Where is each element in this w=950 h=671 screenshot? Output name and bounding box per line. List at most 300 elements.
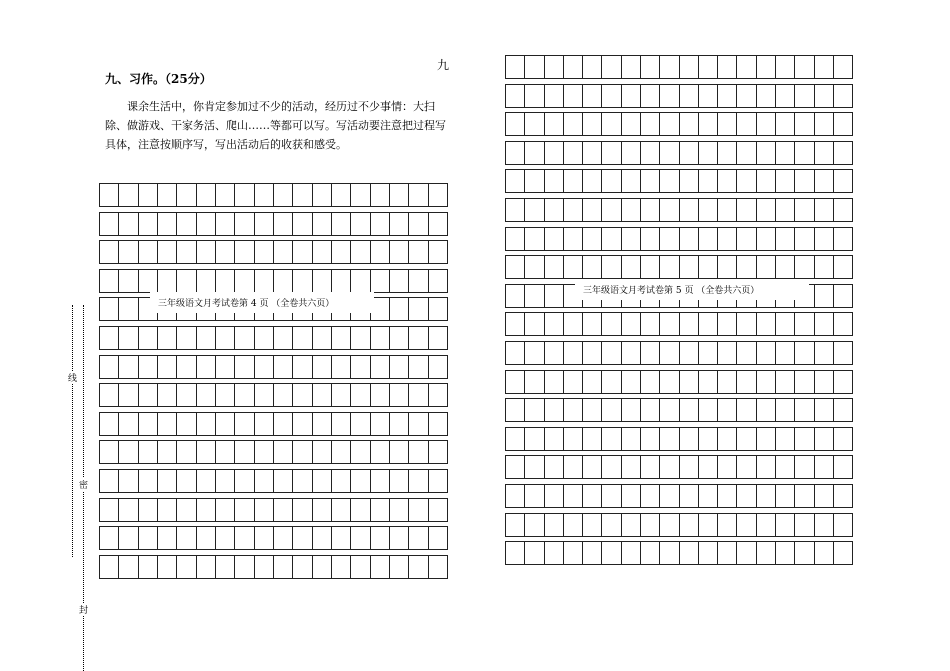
grid-cell xyxy=(602,342,621,364)
grid-cell xyxy=(641,56,660,78)
grid-cell xyxy=(680,371,699,393)
grid-cell xyxy=(332,270,351,292)
page-corner-char: 九 xyxy=(437,58,450,72)
grid-cell xyxy=(737,428,756,450)
grid-cell xyxy=(351,499,370,521)
grid-cell xyxy=(815,285,834,307)
grid-cell xyxy=(332,556,351,578)
grid-cell xyxy=(815,113,834,135)
grid-cell xyxy=(525,256,544,278)
grid-cell xyxy=(815,428,834,450)
grid-cell xyxy=(235,184,254,206)
grid-cell xyxy=(506,85,525,107)
grid-cell xyxy=(583,85,602,107)
grid-cell xyxy=(815,85,834,107)
grid-cell xyxy=(351,356,370,378)
grid-row xyxy=(505,398,853,422)
grid-cell xyxy=(177,184,196,206)
grid-row xyxy=(99,498,448,522)
grid-cell xyxy=(641,228,660,250)
grid-cell xyxy=(583,56,602,78)
grid-cell xyxy=(332,499,351,521)
grid-cell xyxy=(409,470,428,492)
grid-cell xyxy=(506,399,525,421)
grid-cell xyxy=(390,184,409,206)
grid-cell xyxy=(390,499,409,521)
grid-cell xyxy=(602,514,621,536)
grid-cell xyxy=(718,399,737,421)
grid-cell xyxy=(158,384,177,406)
grid-cell xyxy=(197,441,216,463)
grid-cell xyxy=(699,56,718,78)
grid-cell xyxy=(757,56,776,78)
grid-cell xyxy=(602,170,621,192)
grid-cell xyxy=(718,170,737,192)
grid-cell xyxy=(525,199,544,221)
grid-cell xyxy=(795,228,814,250)
grid-cell xyxy=(641,85,660,107)
grid-cell xyxy=(737,142,756,164)
grid-cell xyxy=(776,342,795,364)
grid-cell xyxy=(815,456,834,478)
grid-cell xyxy=(622,313,641,335)
grid-cell xyxy=(525,113,544,135)
grid-cell xyxy=(139,213,158,235)
grid-cell xyxy=(235,556,254,578)
grid-cell xyxy=(564,428,583,450)
grid-cell xyxy=(293,213,312,235)
grid-cell xyxy=(757,514,776,536)
grid-cell xyxy=(177,413,196,435)
grid-cell xyxy=(699,256,718,278)
grid-cell xyxy=(602,456,621,478)
grid-cell xyxy=(525,228,544,250)
grid-cell xyxy=(699,113,718,135)
grid-cell xyxy=(139,270,158,292)
grid-cell xyxy=(622,456,641,478)
grid-cell xyxy=(602,142,621,164)
grid-cell xyxy=(564,56,583,78)
grid-cell xyxy=(351,213,370,235)
grid-cell xyxy=(100,556,119,578)
grid-row xyxy=(99,383,448,407)
grid-cell xyxy=(235,527,254,549)
grid-cell xyxy=(815,485,834,507)
grid-cell xyxy=(100,441,119,463)
grid-cell xyxy=(525,542,544,564)
grid-cell xyxy=(718,313,737,335)
grid-cell xyxy=(622,85,641,107)
grid-cell xyxy=(660,342,679,364)
grid-cell xyxy=(197,327,216,349)
grid-cell xyxy=(776,371,795,393)
grid-cell xyxy=(235,384,254,406)
grid-cell xyxy=(390,327,409,349)
grid-cell xyxy=(660,485,679,507)
grid-cell xyxy=(409,241,428,263)
grid-cell xyxy=(429,184,447,206)
grid-cell xyxy=(100,327,119,349)
grid-cell xyxy=(216,441,235,463)
grid-cell xyxy=(815,313,834,335)
grid-cell xyxy=(834,342,852,364)
grid-cell xyxy=(583,228,602,250)
grid-cell xyxy=(274,356,293,378)
grid-cell xyxy=(177,241,196,263)
grid-cell xyxy=(737,399,756,421)
grid-cell xyxy=(660,113,679,135)
grid-cell xyxy=(313,270,332,292)
grid-cell xyxy=(583,113,602,135)
grid-cell xyxy=(293,556,312,578)
grid-cell xyxy=(177,499,196,521)
grid-cell xyxy=(834,371,852,393)
grid-cell xyxy=(390,556,409,578)
grid-cell xyxy=(660,399,679,421)
grid-cell xyxy=(409,413,428,435)
grid-cell xyxy=(119,527,138,549)
grid-cell xyxy=(158,556,177,578)
grid-cell xyxy=(177,527,196,549)
grid-cell xyxy=(177,356,196,378)
grid-cell xyxy=(409,556,428,578)
grid-cell xyxy=(409,356,428,378)
binding-dotted-line-inner xyxy=(72,305,75,557)
grid-cell xyxy=(235,213,254,235)
grid-cell xyxy=(757,85,776,107)
grid-cell xyxy=(139,556,158,578)
grid-cell xyxy=(699,514,718,536)
grid-row xyxy=(505,84,853,108)
grid-cell xyxy=(660,170,679,192)
grid-cell xyxy=(699,399,718,421)
grid-cell xyxy=(718,514,737,536)
grid-cell xyxy=(313,441,332,463)
grid-row xyxy=(505,141,853,165)
grid-cell xyxy=(564,313,583,335)
grid-row xyxy=(99,240,448,264)
grid-cell xyxy=(274,499,293,521)
grid-cell xyxy=(293,441,312,463)
grid-cell xyxy=(795,113,814,135)
grid-cell xyxy=(660,542,679,564)
grid-cell xyxy=(699,542,718,564)
grid-row xyxy=(99,355,448,379)
grid-cell xyxy=(158,413,177,435)
grid-cell xyxy=(525,313,544,335)
grid-cell xyxy=(718,456,737,478)
grid-cell xyxy=(371,556,390,578)
grid-cell xyxy=(119,384,138,406)
grid-cell xyxy=(583,256,602,278)
grid-cell xyxy=(313,470,332,492)
grid-cell xyxy=(351,241,370,263)
grid-cell xyxy=(737,514,756,536)
grid-cell xyxy=(776,56,795,78)
writing-grid-left xyxy=(99,183,448,583)
grid-cell xyxy=(332,327,351,349)
grid-cell xyxy=(525,428,544,450)
grid-cell xyxy=(834,542,852,564)
grid-cell xyxy=(583,199,602,221)
grid-cell xyxy=(718,142,737,164)
grid-cell xyxy=(255,413,274,435)
grid-cell xyxy=(216,270,235,292)
grid-cell xyxy=(525,142,544,164)
grid-cell xyxy=(100,499,119,521)
grid-cell xyxy=(834,514,852,536)
grid-cell xyxy=(660,313,679,335)
grid-cell xyxy=(100,184,119,206)
grid-cell xyxy=(119,470,138,492)
grid-cell xyxy=(602,228,621,250)
grid-cell xyxy=(622,56,641,78)
grid-cell xyxy=(622,342,641,364)
grid-cell xyxy=(158,527,177,549)
grid-cell xyxy=(795,313,814,335)
grid-cell xyxy=(815,399,834,421)
grid-cell xyxy=(197,213,216,235)
grid-cell xyxy=(583,342,602,364)
grid-cell xyxy=(834,170,852,192)
grid-cell xyxy=(506,313,525,335)
grid-cell xyxy=(660,142,679,164)
grid-cell xyxy=(718,342,737,364)
grid-cell xyxy=(680,113,699,135)
grid-cell xyxy=(641,399,660,421)
grid-cell xyxy=(680,542,699,564)
grid-cell xyxy=(100,270,119,292)
grid-cell xyxy=(332,241,351,263)
grid-cell xyxy=(660,199,679,221)
grid-cell xyxy=(390,527,409,549)
grid-cell xyxy=(332,413,351,435)
grid-cell xyxy=(622,399,641,421)
grid-cell xyxy=(622,113,641,135)
grid-cell xyxy=(409,213,428,235)
grid-cell xyxy=(641,514,660,536)
grid-cell xyxy=(757,485,776,507)
grid-cell xyxy=(390,470,409,492)
grid-cell xyxy=(776,456,795,478)
grid-cell xyxy=(525,342,544,364)
grid-cell xyxy=(216,384,235,406)
grid-cell xyxy=(545,485,564,507)
grid-cell xyxy=(429,556,447,578)
grid-cell xyxy=(795,371,814,393)
grid-row xyxy=(99,440,448,464)
grid-cell xyxy=(293,527,312,549)
grid-cell xyxy=(158,327,177,349)
grid-cell xyxy=(506,113,525,135)
grid-cell xyxy=(313,556,332,578)
grid-row xyxy=(99,212,448,236)
grid-cell xyxy=(313,213,332,235)
grid-cell xyxy=(371,213,390,235)
grid-cell xyxy=(718,113,737,135)
grid-cell xyxy=(583,514,602,536)
grid-cell xyxy=(680,142,699,164)
grid-cell xyxy=(718,542,737,564)
grid-cell xyxy=(235,499,254,521)
grid-cell xyxy=(602,399,621,421)
grid-cell xyxy=(564,542,583,564)
grid-cell xyxy=(737,199,756,221)
grid-cell xyxy=(216,356,235,378)
grid-cell xyxy=(680,514,699,536)
grid-cell xyxy=(545,228,564,250)
grid-cell xyxy=(429,499,447,521)
grid-cell xyxy=(255,356,274,378)
grid-cell xyxy=(197,384,216,406)
grid-cell xyxy=(139,499,158,521)
grid-cell xyxy=(815,371,834,393)
grid-cell xyxy=(119,413,138,435)
grid-cell xyxy=(313,527,332,549)
grid-cell xyxy=(834,399,852,421)
grid-cell xyxy=(776,113,795,135)
grid-cell xyxy=(757,228,776,250)
grid-cell xyxy=(757,428,776,450)
grid-cell xyxy=(351,413,370,435)
grid-cell xyxy=(332,470,351,492)
grid-cell xyxy=(680,228,699,250)
binding-mark-feng: 封 xyxy=(79,603,88,616)
grid-cell xyxy=(313,327,332,349)
grid-cell xyxy=(834,85,852,107)
grid-cell xyxy=(776,85,795,107)
grid-cell xyxy=(776,542,795,564)
grid-cell xyxy=(255,213,274,235)
grid-cell xyxy=(158,470,177,492)
grid-cell xyxy=(622,371,641,393)
grid-cell xyxy=(660,428,679,450)
grid-cell xyxy=(815,228,834,250)
grid-cell xyxy=(834,313,852,335)
grid-cell xyxy=(371,327,390,349)
grid-cell xyxy=(197,499,216,521)
grid-cell xyxy=(351,184,370,206)
grid-row xyxy=(99,269,448,293)
grid-cell xyxy=(795,56,814,78)
grid-cell xyxy=(216,213,235,235)
grid-cell xyxy=(139,413,158,435)
grid-cell xyxy=(409,298,428,320)
grid-cell xyxy=(795,456,814,478)
grid-cell xyxy=(100,298,119,320)
grid-cell xyxy=(718,56,737,78)
grid-cell xyxy=(216,499,235,521)
grid-cell xyxy=(119,241,138,263)
grid-cell xyxy=(776,256,795,278)
grid-cell xyxy=(390,241,409,263)
grid-cell xyxy=(119,499,138,521)
grid-cell xyxy=(255,270,274,292)
grid-cell xyxy=(699,85,718,107)
grid-cell xyxy=(545,199,564,221)
grid-cell xyxy=(564,113,583,135)
grid-cell xyxy=(235,441,254,463)
grid-cell xyxy=(429,384,447,406)
grid-cell xyxy=(545,56,564,78)
grid-cell xyxy=(699,456,718,478)
grid-cell xyxy=(718,228,737,250)
grid-cell xyxy=(351,327,370,349)
grid-cell xyxy=(119,356,138,378)
grid-cell xyxy=(255,556,274,578)
grid-cell xyxy=(293,356,312,378)
grid-row xyxy=(505,255,853,279)
grid-cell xyxy=(158,356,177,378)
grid-row xyxy=(505,455,853,479)
grid-cell xyxy=(313,241,332,263)
grid-cell xyxy=(255,184,274,206)
grid-cell xyxy=(583,399,602,421)
grid-cell xyxy=(757,142,776,164)
grid-cell xyxy=(737,313,756,335)
grid-cell xyxy=(235,470,254,492)
grid-cell xyxy=(216,527,235,549)
grid-cell xyxy=(293,184,312,206)
grid-cell xyxy=(293,327,312,349)
grid-cell xyxy=(119,556,138,578)
grid-cell xyxy=(641,542,660,564)
grid-cell xyxy=(815,542,834,564)
grid-cell xyxy=(583,456,602,478)
grid-cell xyxy=(158,499,177,521)
grid-cell xyxy=(274,441,293,463)
grid-cell xyxy=(197,356,216,378)
grid-cell xyxy=(313,413,332,435)
grid-cell xyxy=(197,556,216,578)
grid-cell xyxy=(119,213,138,235)
grid-cell xyxy=(506,256,525,278)
grid-cell xyxy=(564,514,583,536)
grid-cell xyxy=(834,228,852,250)
grid-cell xyxy=(409,499,428,521)
grid-cell xyxy=(139,441,158,463)
grid-row xyxy=(99,526,448,550)
grid-cell xyxy=(525,371,544,393)
grid-cell xyxy=(216,413,235,435)
grid-row xyxy=(505,198,853,222)
grid-cell xyxy=(274,384,293,406)
grid-cell xyxy=(216,241,235,263)
grid-cell xyxy=(525,85,544,107)
grid-cell xyxy=(834,428,852,450)
grid-cell xyxy=(660,228,679,250)
grid-cell xyxy=(139,470,158,492)
grid-cell xyxy=(429,356,447,378)
grid-cell xyxy=(699,485,718,507)
grid-cell xyxy=(815,56,834,78)
grid-cell xyxy=(235,241,254,263)
grid-cell xyxy=(795,399,814,421)
grid-cell xyxy=(100,470,119,492)
grid-cell xyxy=(351,441,370,463)
grid-cell xyxy=(390,413,409,435)
grid-cell xyxy=(545,542,564,564)
grid-cell xyxy=(564,85,583,107)
grid-row xyxy=(505,227,853,251)
grid-cell xyxy=(699,170,718,192)
grid-cell xyxy=(429,241,447,263)
grid-cell xyxy=(313,184,332,206)
grid-cell xyxy=(313,384,332,406)
grid-cell xyxy=(776,228,795,250)
grid-cell xyxy=(100,356,119,378)
grid-row xyxy=(505,370,853,394)
